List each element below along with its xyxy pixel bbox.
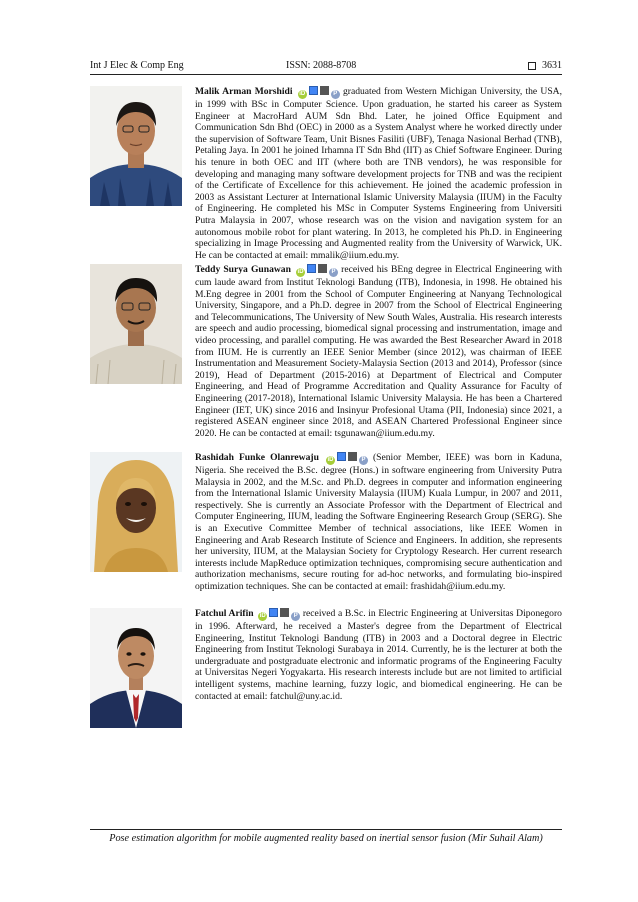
square-bullet-icon bbox=[528, 62, 536, 70]
author-name: Fatchul Arifin bbox=[195, 608, 254, 619]
issn: ISSN: 2088-8708 bbox=[286, 60, 357, 71]
author-photo bbox=[90, 264, 182, 384]
page-header bbox=[90, 60, 562, 75]
bio-text: graduated from Western Michigan University, the USA, in 1999 with BSc in Computer Science. Upon graduation, he started his career as System Engineer at MacroHard AUM Sdn Bhd. Later, he joined Office Equipment and Communication Sdn Bhd (OEC) in 2000 as a System Analyst where he worked directly under the supervision of Software Team, Unit Bisnes Fasiliti (UBF), Tenaga Nasional Berhad (TNB), Petaling Jaya. In 2001 he joined Irhamna IT Sdn Bhd (IIT) as Chief Software Engineer. During his tenure in both OEC and IIT (where both are TNB vendors), he was responsible for developing and managing many software development projects for TNB and was the recipient of the Certificate of Excellence for this achievement. He joined the academic profession in 2003 as Assistant Lecturer at International Islamic University Malaysia (IIUM) in the Faculty of Engineering. He completed his MSc in Computer Systems Engineering from Universiti Putra Malaysia in 2007, whose research was on the vision and navigation system for an autonomous mobile robot for plant watering. In 2013, he completed his Ph.D. in Engineering specializing in Image Processing and Augmented reality from the University of Warwick, UK. He can be contacted at email: mmalik@iium.edu.my. bbox=[195, 86, 562, 261]
scholar-icon[interactable] bbox=[337, 452, 346, 461]
author-photo bbox=[90, 86, 182, 206]
scopus-icon[interactable] bbox=[280, 608, 289, 617]
page-footer: Pose estimation algorithm for mobile augmented reality based on inertial sensor fusion (Mir Suhail Alam) bbox=[90, 829, 562, 844]
author-name: Teddy Surya Gunawan bbox=[195, 264, 291, 275]
orcid-icon[interactable]: iD bbox=[299, 91, 306, 97]
publons-icon[interactable]: P bbox=[331, 90, 340, 99]
journal-name: Int J Elec & Comp Eng bbox=[90, 60, 184, 71]
author-name: Malik Arman Morshidi bbox=[195, 86, 293, 97]
scholar-icon[interactable] bbox=[307, 264, 316, 273]
author-photo bbox=[90, 452, 182, 572]
bio-text: received a B.Sc. in Electric Engineering at Universitas Diponegoro in 1996. Afterward, he received a Master's degree from the Department of Electrical Engineering, Institut Teknologi Bandung (ITB) in 2003 and a Doctoral degree in Electric Engineering from Institut Teknologi Surabaya in 2014. Currently, he is the lecturer at both the undergraduate and postgraduate electronic and informatic programs of the Engineering Faculty at Universitas Negeri Yogyakarta. His research interests include but are not limited to artificial intelligent systems, machine learning, fuzzy logic, and biomedical engineering. He can be contacted at email: fatchul@uny.ac.id. bbox=[195, 608, 562, 702]
scopus-icon[interactable] bbox=[318, 264, 327, 273]
scholar-icon[interactable] bbox=[309, 86, 318, 95]
scopus-icon[interactable] bbox=[348, 452, 357, 461]
scopus-icon[interactable] bbox=[320, 86, 329, 95]
page-number: 3631 bbox=[542, 60, 562, 71]
publons-icon[interactable]: P bbox=[359, 456, 368, 465]
orcid-icon[interactable]: iD bbox=[259, 613, 266, 619]
publons-icon[interactable]: P bbox=[329, 268, 338, 277]
orcid-icon[interactable]: iD bbox=[327, 457, 334, 463]
bio-text: received his BEng degree in Electrical Engineering with cum laude award from Institut Teknologi Bandung (ITB), Indonesia, in 1998. He obtained his M.Eng degree in 2001 from the School of Computer Engineering at Nanyang Technological University, Singapore, and a Ph.D. degree in 2007 from the School of Electrical Engineering and Telecommunications, The University of New South Wales, Australia. His research interests are speech and audio processing, biomedical signal processing and instrumentation, image and video processing, and parallel computing. He was awarded the Best Researcher Award in 2018 from IIUM. He is currently an IEEE Senior Member (since 2012), was chairman of IEEE Instrumentation and Measurement Society-Malaysia Section (2013 and 2014), Professor (since 2019), Head of Department (2015-2016) at Department of Electrical and Computer Engineering, and Head of Programme Accreditation and Quality Assurance for Faculty of Engineering (2017-2018), International Islamic University Malaysia. He has been a Chartered Engineer (IET, UK) since 2016 and Insinyur Profesional Utama (PII, Indonesia) since 2021, a registered ASEAN engineer since 2018, and ASEAN Chartered Professional Engineer since 2020. He can be contacted at email: tsgunawan@iium.edu.my. bbox=[195, 264, 562, 439]
author-name: Rashidah Funke Olanrewaju bbox=[195, 452, 319, 463]
scholar-icon[interactable] bbox=[269, 608, 278, 617]
bio-text: (Senior Member, IEEE) was born in Kaduna, Nigeria. She received the B.Sc. degree (Hons.) in software engineering from University Putra Malaysia in 2002, and the M.Sc. and Ph.D. degrees in computer and information engineering from the International Islamic University Malaysia (IIUM) Kuala Lumpur, in 2007 and 2011, respectively. She is currently an Associate Professor with the Department of Electrical and Computer Engineering, IIUM, leading the Software Engineering Research Group (SERG). She is an Executive Committee Member of technical associations, like IEEE Women in Engineering and Arab Research Institute of Science and Engineers. In addition, she represents her university, IIUM, at the Malaysian Society for Cryptology Research. Her current research interests include MapReduce optimization techniques, compromising secure authentication and authorization mechanisms, secure routing for ad-hoc networks, and formulating bio-inspired optimization techniques. She can be contacted at email: frashidah@iium.edu.my. bbox=[195, 452, 562, 592]
orcid-icon[interactable]: iD bbox=[297, 269, 304, 275]
author-photo bbox=[90, 608, 182, 728]
publons-icon[interactable]: P bbox=[291, 612, 300, 621]
